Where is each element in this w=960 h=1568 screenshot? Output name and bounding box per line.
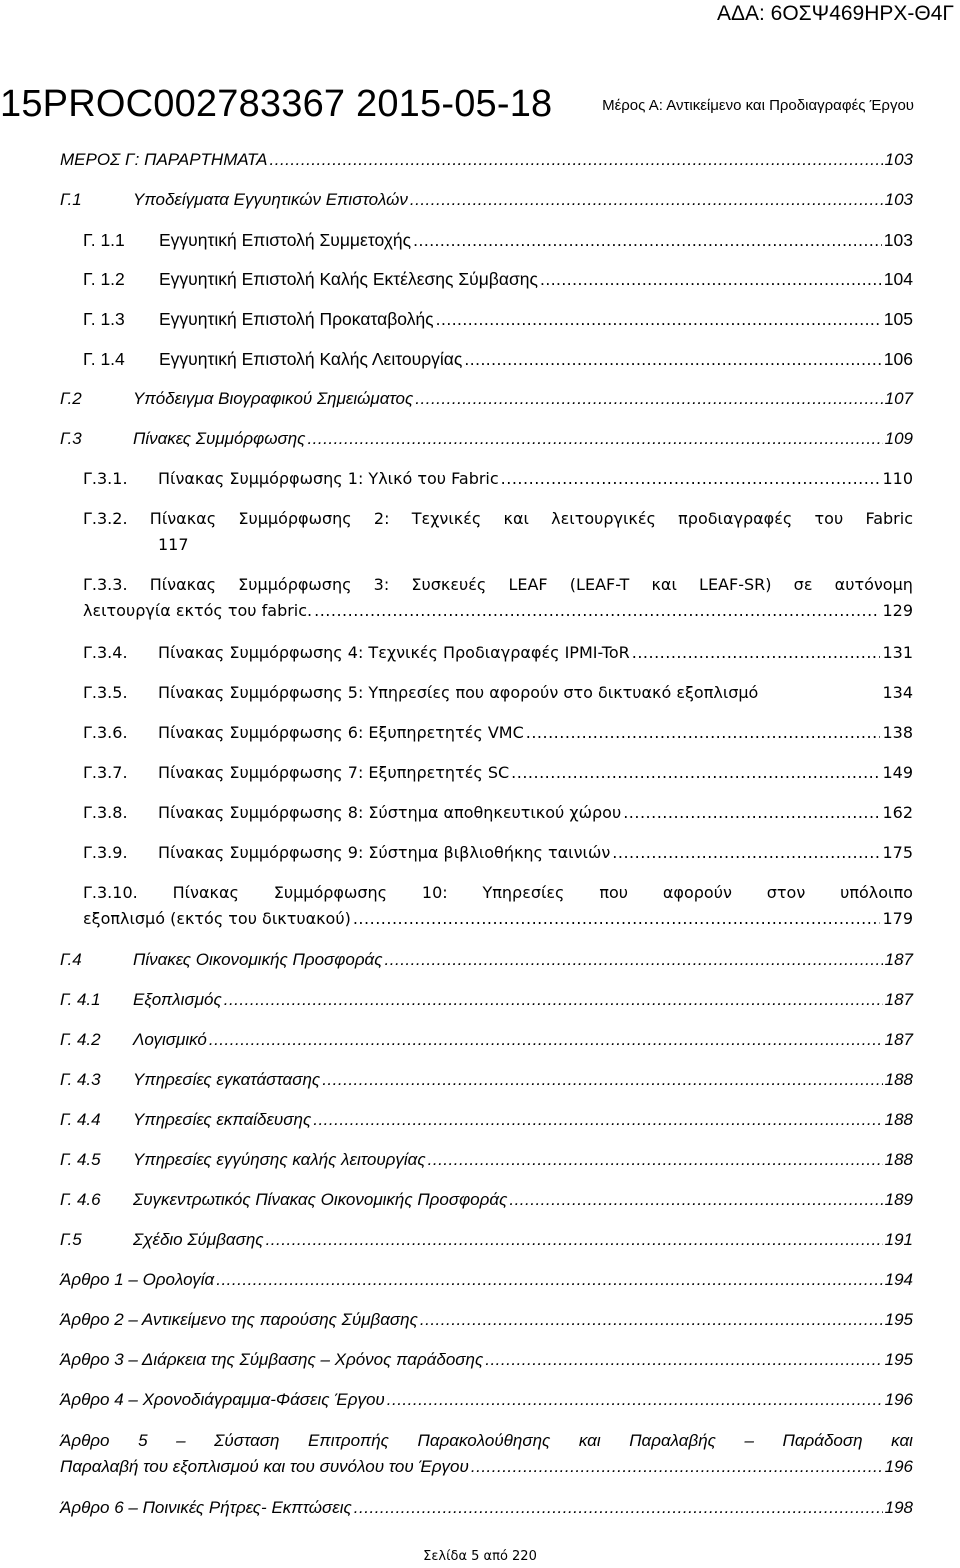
- toc-entry-title: Εγγυητική Επιστολή Καλής Λειτουργίας: [159, 349, 463, 369]
- toc-entry-line: [83, 506, 913, 532]
- toc-entry-number: Γ.3.5.: [83, 683, 128, 702]
- toc-word: στον: [766, 883, 806, 902]
- toc-entry-line: [83, 880, 913, 906]
- toc-leader: [501, 466, 881, 492]
- toc-entry-page: 188: [884, 1070, 913, 1089]
- toc-entry[interactable]: [60, 987, 913, 1013]
- toc-entry-title: Παραλαβή του εξοπλισμού και του συνόλου του Έργου: [60, 1457, 469, 1476]
- toc-entry-number: Γ.3.3.: [83, 575, 128, 594]
- toc-word: LEAF: [508, 575, 548, 594]
- toc-word: σε: [793, 575, 813, 594]
- toc-entry-page: 195: [884, 1310, 913, 1329]
- toc-entry[interactable]: [83, 720, 913, 746]
- toc-leader: [270, 147, 883, 173]
- toc-entry-title: Πίνακες Συμμόρφωσης: [133, 429, 306, 448]
- toc-word: Πίνακας: [149, 575, 216, 594]
- toc-entry-number: Γ. 4.4: [60, 1110, 101, 1129]
- toc-entry-title: Λογισμικό: [133, 1030, 207, 1049]
- ada-code: ΑΔΑ: 6ΟΣΨ469ΗΡΧ-Θ4Γ: [716, 2, 954, 25]
- toc-word: και: [503, 509, 529, 528]
- toc-word: Σύσταση: [214, 1431, 280, 1450]
- toc-leader: [353, 906, 881, 932]
- toc-word: και: [891, 1431, 913, 1450]
- toc-entry-title: Πίνακας Συμμόρφωσης 1: Υλικό του Fabric: [158, 469, 499, 488]
- toc-entry-page: 138: [882, 723, 913, 742]
- toc-entry-title: Άρθρο 4 – Χρονοδιάγραμμα-Φάσεις Έργου: [60, 1390, 385, 1409]
- toc-word: Συσκευές: [411, 575, 487, 594]
- toc-entry-number: ΜΕΡΟΣ Γ: ΠΑΡΑΡΤΗΜΑΤΑ: [60, 150, 268, 169]
- toc-word: και: [578, 1431, 601, 1450]
- toc-leader: [266, 1227, 883, 1253]
- toc-leader: [216, 1267, 882, 1293]
- toc-leader: [436, 306, 882, 332]
- toc-entry-title: Πίνακας Συμμόρφωσης 9: Σύστημα βιβλιοθήκης ταινιών: [158, 843, 611, 862]
- toc-entry[interactable]: [60, 947, 913, 973]
- toc-word: που: [599, 883, 628, 902]
- toc-entry[interactable]: [83, 266, 913, 292]
- toc-word: λειτουργικές: [551, 509, 656, 528]
- toc-word: Παράδοση: [782, 1431, 863, 1450]
- toc-leader: [420, 1307, 883, 1333]
- toc-word: Πίνακας: [149, 509, 217, 528]
- toc-entry[interactable]: [83, 760, 913, 786]
- toc-word: αφορούν: [662, 883, 732, 902]
- toc-word: υπόλοιπο: [840, 883, 913, 902]
- toc-entry[interactable]: [60, 187, 913, 213]
- toc-entry-number: Γ.3.6.: [83, 723, 128, 742]
- toc-leader: [410, 187, 883, 213]
- toc-entry-title: Εγγυητική Επιστολή Συμμετοχής: [159, 230, 412, 250]
- toc-entry[interactable]: [60, 386, 913, 412]
- toc-entry-multiline[interactable]: [60, 1428, 913, 1480]
- toc-word: 5: [138, 1431, 148, 1450]
- toc-leader: [464, 346, 881, 372]
- toc-leader: [623, 800, 880, 826]
- toc-entry-page: 104: [883, 269, 913, 289]
- toc-entry-title: Άρθρο 1 – Ορολογία: [60, 1270, 215, 1289]
- toc-entry-title: Άρθρο 2 – Αντικείμενο της παρούσης Σύμβασης: [60, 1310, 418, 1329]
- toc-entry-number: Γ. 4.2: [60, 1030, 101, 1049]
- toc-entry-title: Εξοπλισμός: [133, 990, 222, 1009]
- toc-word: –: [176, 1431, 186, 1450]
- toc-word: του: [814, 509, 844, 528]
- toc-word: προδιαγραφές: [678, 509, 793, 528]
- toc-leader: [322, 1067, 882, 1093]
- toc-entry-number: Γ. 1.3: [83, 309, 125, 329]
- toc-entry-number: Γ. 4.6: [60, 1190, 101, 1209]
- toc-entry-number: Γ. 4.3: [60, 1070, 101, 1089]
- toc-word: Παραλαβής: [629, 1431, 716, 1450]
- toc-entry-page: 103: [883, 230, 913, 250]
- toc-entry-page: 103: [884, 190, 913, 209]
- toc-entry[interactable]: [60, 1067, 913, 1093]
- toc-leader: [413, 227, 882, 253]
- toc-entry-page: 195: [884, 1350, 913, 1369]
- toc-entry-title: Πίνακας Συμμόρφωσης 7: Εξυπηρετητές SC: [158, 763, 510, 782]
- toc-leader: [307, 426, 882, 452]
- toc-entry-number: Γ.5: [60, 1230, 82, 1249]
- toc-entry-page: 187: [884, 990, 913, 1009]
- toc-entry-page: 187: [884, 1030, 913, 1049]
- toc-entry-number: Γ.2: [60, 389, 82, 408]
- toc-entry[interactable]: [60, 426, 913, 452]
- toc-entry-title: Πίνακας Συμμόρφωσης 5: Υπηρεσίες που αφορούν στο δικτυακό εξοπλισμό: [158, 683, 759, 702]
- toc-word: Συμμόρφωσης: [238, 575, 352, 594]
- toc-entry-page: 189: [884, 1190, 913, 1209]
- toc-entry-title: Εγγυητική Επιστολή Καλής Εκτέλεσης Σύμβασης: [159, 269, 538, 289]
- toc-entry[interactable]: [60, 1147, 913, 1173]
- toc-leader: [632, 640, 881, 666]
- toc-entry-page: 107: [884, 389, 913, 408]
- toc-entry-number: Γ. 1.1: [83, 230, 125, 250]
- toc-entry-title: Πίνακας Συμμόρφωσης 8: Σύστημα αποθηκευτικού χώρου: [158, 803, 622, 822]
- toc-leader: [471, 1454, 883, 1480]
- toc-entry-line: [60, 1428, 913, 1454]
- toc-entry-multiline[interactable]: [83, 506, 913, 558]
- toc-leader: [415, 386, 882, 412]
- toc-entry-number: Γ.3.4.: [83, 643, 128, 662]
- toc-entry-line: [83, 906, 913, 932]
- toc-entry[interactable]: [60, 1307, 913, 1333]
- toc-leader: [511, 760, 880, 786]
- toc-entry-number: Γ.1: [60, 190, 82, 209]
- toc-entry-line: [83, 598, 913, 624]
- toc-word: 2:: [373, 509, 390, 528]
- toc-word: Άρθρο: [60, 1431, 110, 1450]
- toc-entry[interactable]: [60, 1267, 913, 1293]
- toc-entry-page: 117: [158, 535, 189, 554]
- toc-leader: [428, 1147, 883, 1173]
- toc-entry-title: Σχέδιο Σύμβασης: [133, 1230, 264, 1249]
- toc-word: Τεχνικές: [411, 509, 482, 528]
- toc-entry-page: 149: [882, 763, 913, 782]
- toc-entry-page: 187: [884, 950, 913, 969]
- toc-word: Υπηρεσίες: [482, 883, 565, 902]
- toc-leader: [526, 720, 881, 746]
- toc-entry-number: Γ.3.7.: [83, 763, 128, 782]
- toc-entry-title: εξοπλισμό (εκτός του δικτυακού): [83, 909, 351, 928]
- page-header: Μέρος Α: Αντικείμενο και Προδιαγραφές Έργου: [602, 97, 914, 114]
- toc-entry-line: [83, 532, 913, 558]
- toc-entry-number: Γ.3.2.: [83, 509, 128, 528]
- toc-entry[interactable]: [83, 306, 913, 332]
- toc-word: 10:: [421, 883, 448, 902]
- toc-entry-line: [60, 1454, 913, 1480]
- toc-entry-number: Γ.3: [60, 429, 82, 448]
- toc-leader: [485, 1347, 882, 1373]
- toc-entry[interactable]: [83, 640, 913, 666]
- toc-entry-title: Υποδείγματα Εγγυητικών Επιστολών: [133, 190, 408, 209]
- toc-leader: [509, 1187, 882, 1213]
- toc-word: (LEAF-T: [569, 575, 630, 594]
- toc-entry-page: 198: [884, 1498, 913, 1517]
- toc-entry-page: 105: [883, 309, 913, 329]
- toc-entry-page: 194: [884, 1270, 913, 1289]
- toc-entry-title: Άρθρο 6 – Ποινικές Ρήτρες- Εκπτώσεις: [60, 1498, 352, 1517]
- toc-entry-title: Εγγυητική Επιστολή Προκαταβολής: [159, 309, 434, 329]
- toc-entry[interactable]: [60, 147, 913, 173]
- toc-leader: [385, 947, 883, 973]
- toc-entry-number: Γ.4: [60, 950, 82, 969]
- toc-entry-title: Υπόδειγμα Βιογραφικού Σημειώματος: [133, 389, 414, 408]
- toc-entry-number: Γ. 1.4: [83, 349, 125, 369]
- toc-entry-page: 196: [884, 1390, 913, 1409]
- toc-entry[interactable]: [60, 1347, 913, 1373]
- toc-word: Παρακολούθησης: [417, 1431, 551, 1450]
- toc-leader: [354, 1495, 883, 1521]
- toc-entry[interactable]: [83, 227, 913, 253]
- toc-entry[interactable]: [83, 466, 913, 492]
- toc-word: αυτόνομη: [834, 575, 913, 594]
- toc-entry-page: 162: [882, 803, 913, 822]
- page-footer: Σελίδα 5 από 220: [423, 1549, 537, 1564]
- toc-entry-multiline[interactable]: [83, 880, 913, 932]
- toc-entry-number: Γ.3.8.: [83, 803, 128, 822]
- toc-entry[interactable]: [60, 1387, 913, 1413]
- toc-entry-multiline[interactable]: [83, 572, 913, 624]
- toc-entry-title: Πίνακας Συμμόρφωσης 6: Εξυπηρετητές VMC: [158, 723, 524, 742]
- toc-entry-page: 188: [884, 1150, 913, 1169]
- toc-entry[interactable]: [60, 1227, 913, 1253]
- toc-word: Πίνακας: [172, 883, 239, 902]
- toc-entry-page: 191: [884, 1230, 913, 1249]
- toc-leader: [314, 598, 880, 624]
- toc-word: Επιτροπής: [308, 1431, 389, 1450]
- toc-entry[interactable]: [83, 800, 913, 826]
- toc-entry[interactable]: [60, 1107, 913, 1133]
- toc-word: Συμμόρφωσης: [273, 883, 388, 902]
- toc-entry-number: Γ. 1.2: [83, 269, 125, 289]
- toc-word: LEAF-SR): [699, 575, 772, 594]
- toc-leader: [540, 266, 882, 292]
- toc-entry-line: [83, 572, 913, 598]
- toc-entry[interactable]: [83, 680, 913, 706]
- toc-entry-number: Γ. 4.1: [60, 990, 101, 1009]
- toc-entry-title: Πίνακας Συμμόρφωσης 4: Τεχνικές Προδιαγραφές IPMI-ToR: [158, 643, 630, 662]
- toc-word: –: [744, 1431, 754, 1450]
- toc-entry-page: 106: [883, 349, 913, 369]
- toc-entry[interactable]: [60, 1027, 913, 1053]
- toc-entry-title: Υπηρεσίες εγγύησης καλής λειτουργίας: [133, 1150, 426, 1169]
- toc-leader: [612, 840, 880, 866]
- toc-entry-page: 110: [882, 469, 913, 488]
- toc-entry-number: Γ. 4.5: [60, 1150, 101, 1169]
- toc-entry-title: λειτουργία εκτός του fabric.: [83, 601, 313, 620]
- toc-entry-title: Πίνακες Οικονομικής Προσφοράς: [133, 950, 383, 969]
- toc-entry[interactable]: [83, 346, 913, 372]
- toc-entry-number: Γ.3.9.: [83, 843, 128, 862]
- toc-entry[interactable]: [83, 840, 913, 866]
- toc-entry-page: 134: [882, 683, 913, 702]
- toc-leader: [313, 1107, 882, 1133]
- document-stamp: 15PROC002783367 2015-05-18: [0, 83, 553, 125]
- toc-entry-number: Γ.3.10.: [83, 883, 138, 902]
- toc-word: Fabric: [865, 509, 913, 528]
- toc-leader: [387, 1387, 883, 1413]
- toc-entry-page: 103: [884, 150, 913, 169]
- toc-leader: [224, 987, 883, 1013]
- toc-entry-page: 129: [882, 601, 913, 620]
- toc-entry-page: 175: [882, 843, 913, 862]
- toc-entry-title: Υπηρεσίες εκπαίδευσης: [133, 1110, 312, 1129]
- toc-word: 3:: [373, 575, 390, 594]
- toc-entry[interactable]: [60, 1495, 913, 1521]
- toc-word: Συμμόρφωσης: [238, 509, 352, 528]
- toc-entry-page: 131: [882, 643, 913, 662]
- toc-entry-page: 109: [884, 429, 913, 448]
- toc-entry-page: 188: [884, 1110, 913, 1129]
- toc-entry-title: Άρθρο 3 – Διάρκεια της Σύμβασης – Χρόνος παράδοσης: [60, 1350, 484, 1369]
- toc-entry-title: Υπηρεσίες εγκατάστασης: [133, 1070, 321, 1089]
- toc-entry-page: 179: [882, 909, 913, 928]
- toc-entry-number: Γ.3.1.: [83, 469, 128, 488]
- toc-leader: [209, 1027, 883, 1053]
- toc-entry-title: Συγκεντρωτικός Πίνακας Οικονομικής Προσφοράς: [133, 1190, 508, 1209]
- toc-entry[interactable]: [60, 1187, 913, 1213]
- toc-entry-page: 196: [884, 1457, 913, 1476]
- toc-word: και: [651, 575, 677, 594]
